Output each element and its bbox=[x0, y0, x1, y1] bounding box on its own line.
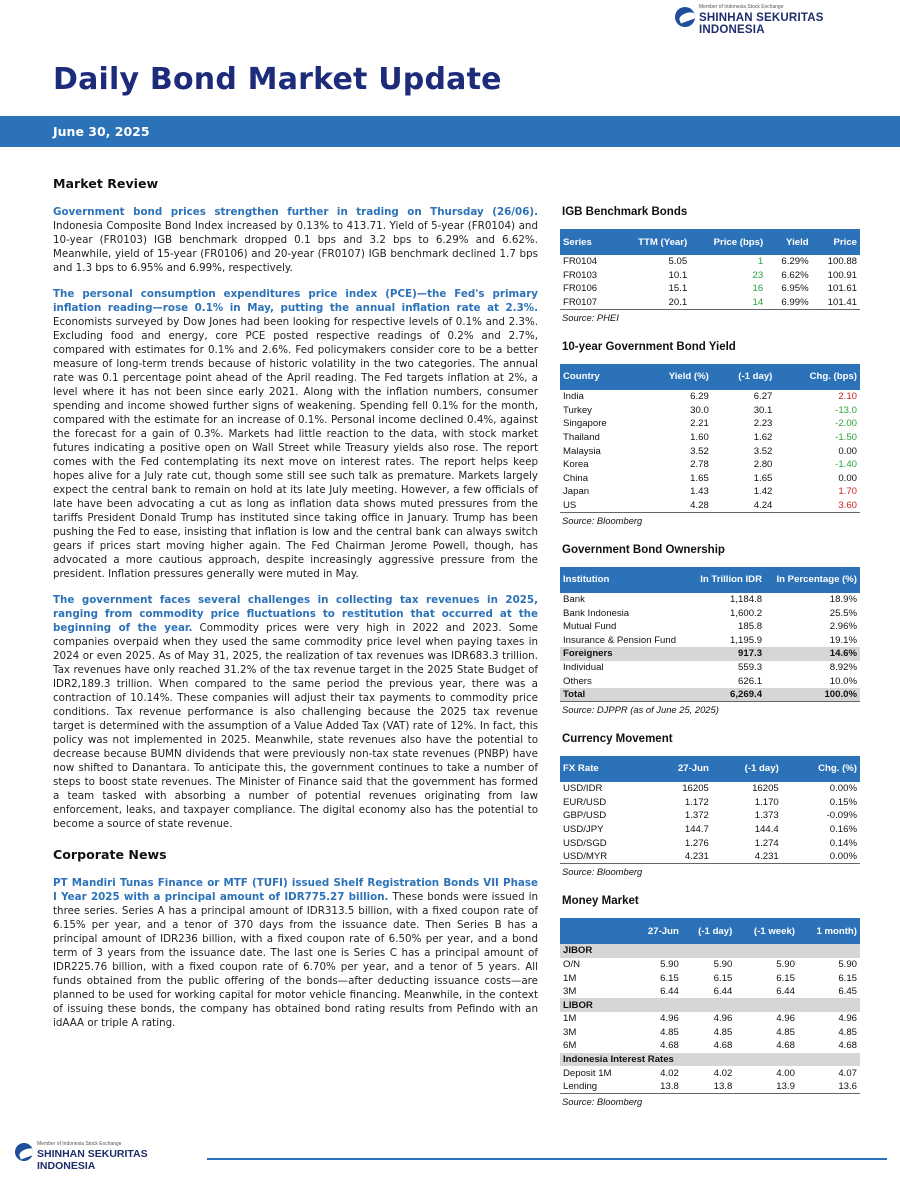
market-review-text: Indonesia Composite Bond Index increased by 0.13% to 413.71. Yield of 5-year (FR0104) and 10-year (FR0103) IGB benchmark dropped 0.1 bps and 3.2 bps to 6.29% and 6.62%. Meanwhile, yield of 15-year (FR0106) and 20-year (FR0107) IGB benchmark declined 1.7 bps and 1.3 bps to 6.95% and 6.99%, respectively. bbox=[53, 220, 538, 274]
money-market-cell: 6.44 bbox=[660, 986, 679, 998]
currency-row bbox=[560, 850, 860, 864]
right-column bbox=[560, 206, 860, 1125]
money-market-cell: 4.02 bbox=[713, 1067, 733, 1079]
corporate-news-body bbox=[53, 876, 538, 1030]
money-market-cell: Lending bbox=[560, 1080, 633, 1094]
igb-row bbox=[560, 269, 860, 283]
ownership-cell: Bank bbox=[563, 594, 585, 606]
money-market-cell: 5.90 bbox=[776, 958, 795, 970]
money-market-group-row bbox=[560, 1053, 860, 1067]
govt-yield-cell: 30.0 bbox=[690, 404, 709, 416]
govt-yield-cell: 4.24 bbox=[712, 499, 776, 513]
money-market-header: 1 month) bbox=[816, 925, 857, 937]
money-market-cell: 4.96 bbox=[776, 1013, 795, 1025]
currency-row bbox=[560, 782, 860, 796]
currency-cell: 1.172 bbox=[684, 796, 709, 808]
currency-header: Chg. (%) bbox=[818, 763, 857, 775]
ownership-cell: 19.1% bbox=[829, 634, 857, 646]
ownership-cell: 10.0% bbox=[829, 675, 857, 687]
brand-tagline-footer: Member of Indonesia Stock Exchange bbox=[37, 1141, 122, 1147]
ownership-cell: 559.3 bbox=[738, 661, 763, 673]
money-market-cell: 4.68 bbox=[713, 1040, 733, 1052]
ownership-table bbox=[560, 567, 860, 702]
ownership-cell: 100.0% bbox=[765, 688, 860, 702]
currency-cell: 0.00% bbox=[782, 850, 860, 864]
govt-yield-cell: 1.42 bbox=[753, 486, 773, 498]
ownership-title: Government Bond Ownership bbox=[562, 543, 725, 556]
govt-yield-cell: China bbox=[563, 472, 589, 484]
igb-cell: 101.41 bbox=[812, 296, 860, 310]
money-market-group-label: Indonesia Interest Rates bbox=[560, 1053, 860, 1067]
govt-yield-header: Country bbox=[563, 371, 600, 383]
govt-yield-cell: Thailand bbox=[563, 431, 600, 443]
money-market-cell: 4.85 bbox=[713, 1026, 733, 1038]
currency-cell: 16205 bbox=[682, 783, 709, 795]
ownership-cell: 1,195.9 bbox=[730, 634, 763, 646]
govt-yield-cell: -2.00 bbox=[835, 418, 857, 430]
money-market-cell: 13.6 bbox=[798, 1080, 860, 1094]
currency-cell: 0.16% bbox=[829, 824, 857, 836]
currency-cell: 16205 bbox=[752, 783, 779, 795]
igb-header: Series bbox=[563, 236, 592, 248]
govt-yield-row bbox=[560, 431, 860, 445]
govt-yield-cell: -1.50 bbox=[835, 431, 857, 443]
govt-yield-cell: 2.80 bbox=[753, 459, 773, 471]
ownership-row bbox=[560, 620, 860, 634]
ownership-row bbox=[560, 593, 860, 607]
govt-yield-title: 10-year Government Bond Yield bbox=[562, 340, 736, 353]
govt-yield-cell: US bbox=[560, 499, 639, 513]
money-market-cell: 4.85 bbox=[838, 1026, 857, 1038]
money-market-cell: 1M bbox=[563, 1013, 577, 1025]
govt-yield-row bbox=[560, 458, 860, 472]
brand-logo-top bbox=[675, 4, 890, 36]
corporate-news-paragraph bbox=[53, 876, 538, 1030]
shinhan-logo-icon bbox=[675, 7, 695, 27]
money-market-table bbox=[560, 918, 860, 1094]
igb-cell: 10.1 bbox=[668, 269, 688, 281]
money-market-cell: 6.15 bbox=[660, 972, 679, 984]
currency-block bbox=[560, 733, 860, 877]
brand-tagline: Member of Indonesia Stock Exchange bbox=[699, 4, 784, 10]
money-market-row bbox=[560, 971, 860, 985]
market-review-title: Market Review bbox=[53, 176, 159, 191]
brand-name: SHINHAN SEKURITAS INDONESIA bbox=[699, 12, 824, 36]
govt-yield-cell: -1.40 bbox=[835, 459, 857, 471]
market-review-lead: The government faces several challenges in collecting tax revenues in 2025, ranging from commodity price fluctuations to restitution that occurred at the beginning of the year. bbox=[53, 594, 538, 634]
currency-header: 27-Jun bbox=[677, 763, 709, 775]
money-market-row bbox=[560, 1080, 860, 1094]
ownership-header: Institution bbox=[563, 574, 610, 586]
igb-cell: 100.91 bbox=[827, 269, 857, 281]
ownership-row bbox=[560, 688, 860, 702]
currency-cell: USD/MYR bbox=[560, 850, 648, 864]
govt-yield-cell: 1.70 bbox=[838, 486, 857, 498]
money-market-cell: 13.9 bbox=[735, 1080, 798, 1094]
currency-row bbox=[560, 809, 860, 823]
ownership-row bbox=[560, 674, 860, 688]
igb-row bbox=[560, 296, 860, 310]
ownership-cell: 18.9% bbox=[829, 594, 857, 606]
shinhan-logo-icon bbox=[15, 1143, 33, 1161]
igb-cell: 6.62% bbox=[781, 269, 809, 281]
corporate-news-lead: PT Mandiri Tunas Finance or MTF (TUFI) issued Shelf Registration Bonds VII Phase I Year 2025 with a principal amount of IDR775.27 billion. bbox=[53, 877, 538, 903]
money-market-cell: 13.8 bbox=[633, 1080, 682, 1094]
money-market-row bbox=[560, 985, 860, 999]
govt-yield-cell: 1.62 bbox=[753, 431, 773, 443]
igb-cell: 20.1 bbox=[615, 296, 690, 310]
market-review-lead: Government bond prices strengthen further in trading on Thursday (26/06). bbox=[53, 206, 538, 218]
currency-cell: 1.274 bbox=[754, 837, 779, 849]
corporate-news-title: Corporate News bbox=[53, 847, 167, 862]
currency-cell: 0.14% bbox=[829, 837, 857, 849]
govt-yield-cell: 1.60 bbox=[690, 431, 709, 443]
govt-yield-cell: 3.52 bbox=[753, 445, 773, 457]
igb-cell: 1 bbox=[757, 256, 764, 268]
igb-source: Source: PHEI bbox=[562, 311, 619, 323]
money-market-header bbox=[560, 918, 633, 944]
money-market-group-row bbox=[560, 944, 860, 958]
govt-yield-cell: 1.43 bbox=[690, 486, 709, 498]
govt-yield-cell: 1.65 bbox=[690, 472, 709, 484]
currency-title: Currency Movement bbox=[562, 732, 673, 745]
govt-yield-cell: 2.21 bbox=[690, 418, 709, 430]
money-market-source: Source: Bloomberg bbox=[562, 1096, 643, 1108]
money-market-cell: 4.07 bbox=[838, 1067, 857, 1079]
govt-yield-cell: 3.60 bbox=[775, 499, 860, 513]
igb-row bbox=[560, 255, 860, 269]
ownership-cell: 6,269.4 bbox=[691, 688, 765, 702]
govt-yield-cell: 4.28 bbox=[639, 499, 712, 513]
ownership-cell: Foreigners bbox=[560, 647, 691, 661]
money-market-block bbox=[560, 895, 860, 1107]
currency-cell: 1.276 bbox=[684, 837, 709, 849]
currency-table bbox=[560, 756, 860, 864]
igb-cell: FR0106 bbox=[563, 283, 598, 295]
govt-yield-source: Source: Bloomberg bbox=[562, 514, 643, 526]
igb-cell: 100.88 bbox=[827, 256, 857, 268]
igb-benchmark-title: IGB Benchmark Bonds bbox=[562, 206, 688, 218]
ownership-row bbox=[560, 606, 860, 620]
currency-cell: 0.00% bbox=[829, 783, 857, 795]
money-market-cell: 4.85 bbox=[660, 1026, 679, 1038]
igb-row bbox=[560, 282, 860, 296]
currency-cell: GBP/USD bbox=[563, 810, 607, 822]
money-market-cell: 6.44 bbox=[776, 986, 795, 998]
ownership-source: Source: DJPPR (as of June 25, 2025) bbox=[562, 703, 719, 715]
money-market-cell: 6.15 bbox=[713, 972, 733, 984]
govt-yield-cell: 6.27 bbox=[753, 391, 773, 403]
money-market-cell: O/N bbox=[563, 958, 581, 970]
money-market-cell: 4.85 bbox=[776, 1026, 795, 1038]
money-market-cell: 4.96 bbox=[838, 1013, 857, 1025]
market-review-paragraph bbox=[53, 287, 538, 581]
currency-source: Source: Bloomberg bbox=[562, 866, 643, 878]
govt-yield-cell: -13.0 bbox=[835, 404, 857, 416]
market-review-text: Economists surveyed by Dow Jones had been looking for respective levels of 0.1% and 2.3%. Excluding food and energy, core PCE posted respective readings of 0.2% and 2.7%, compared with estimates for 0.1% and 2.6%. Fed policymakers consider core to be a better measure of long-term trends because of historic volatility in the two categories. The annual rate was 0.1 percentage point ahead of the April reading. The Fed targets inflation at 2%, a level where it has not been since early 2021. Along with the inflation numbers, consumer spending and income showed further signs of weakening. Spending fell 0.1% for the month, compared with the estimate for an increase of 0.1%. Personal income declined 0.4%, against the forecast for a gain of 0.3%. Markets had little reaction to the data, with stock market futures indicating a positive open on Wall Street while Treasury yields also rose. The report comes with the Fed contemplating its next move on interest rates. The report helps keep hopes alive for a July rate cut, though some still see such talk as premature. Markets largely expect the central bank to remain on hold at its late July meeting. However, a few officials of late have been advocating a cut as long as inflation data shows muted pressures from the tariffs President Donald Trump has instituted since taking office in January. Trump has been pushing the Fed to ease, insisting that inflation is low and the central bank can always switch gears if prices start moving higher again. The Fed Chairman Jerome Powell, though, has advocated a more cautious approach, despite increasingly aggressive pressure from the president. Inflation pressures generally were muted in May. bbox=[53, 316, 538, 580]
igb-benchmark-table bbox=[560, 229, 860, 310]
money-market-row bbox=[560, 1039, 860, 1053]
market-review-paragraph bbox=[53, 593, 538, 831]
market-review-body bbox=[53, 205, 538, 831]
govt-yield-row bbox=[560, 444, 860, 458]
govt-yield-row bbox=[560, 390, 860, 404]
currency-header: (-1 day) bbox=[744, 763, 779, 775]
igb-cell: FR0103 bbox=[563, 269, 598, 281]
money-market-cell: 6.15 bbox=[838, 972, 857, 984]
govt-yield-cell: 30.1 bbox=[753, 404, 773, 416]
govt-yield-cell: Malaysia bbox=[563, 445, 601, 457]
currency-cell: USD/JPY bbox=[563, 824, 604, 836]
igb-cell: FR0104 bbox=[563, 256, 598, 268]
ownership-cell: 1,184.8 bbox=[730, 594, 763, 606]
govt-yield-cell: Korea bbox=[563, 459, 589, 471]
igb-benchmark-block bbox=[560, 206, 860, 323]
igb-header: Price bbox=[833, 236, 857, 248]
money-market-cell: 4.96 bbox=[713, 1013, 733, 1025]
govt-yield-cell: 0.00 bbox=[838, 472, 857, 484]
money-market-cell: 6M bbox=[563, 1040, 577, 1052]
govt-yield-cell: Turkey bbox=[563, 404, 592, 416]
govt-yield-block bbox=[560, 341, 860, 526]
money-market-cell: 4.68 bbox=[660, 1040, 679, 1052]
money-market-cell: 1M bbox=[563, 972, 577, 984]
brand-name-footer: SHINHAN SEKURITAS INDONESIA bbox=[37, 1148, 148, 1172]
ownership-cell: 917.3 bbox=[691, 647, 765, 661]
currency-cell: USD/IDR bbox=[563, 783, 603, 795]
govt-yield-cell: 2.10 bbox=[838, 391, 857, 403]
money-market-header: (-1 week) bbox=[753, 925, 795, 937]
money-market-cell: 3M bbox=[563, 986, 577, 998]
igb-cell: FR0107 bbox=[560, 296, 615, 310]
ownership-cell: 8.92% bbox=[829, 661, 857, 673]
money-market-title: Money Market bbox=[562, 895, 639, 908]
money-market-cell: 4.68 bbox=[838, 1040, 857, 1052]
currency-cell: 1.373 bbox=[754, 810, 779, 822]
ownership-cell: Individual bbox=[563, 661, 604, 673]
brand-logo-bottom bbox=[15, 1141, 205, 1172]
currency-cell: 1.372 bbox=[684, 810, 709, 822]
money-market-row bbox=[560, 958, 860, 972]
money-market-row bbox=[560, 1066, 860, 1080]
currency-cell: -0.09% bbox=[826, 810, 857, 822]
money-market-row bbox=[560, 1026, 860, 1040]
govt-yield-cell: Japan bbox=[563, 486, 590, 498]
currency-row bbox=[560, 836, 860, 850]
igb-cell: 6.95% bbox=[781, 283, 809, 295]
igb-header: Yield bbox=[786, 236, 809, 248]
ownership-cell: Others bbox=[563, 675, 592, 687]
govt-yield-row bbox=[560, 499, 860, 513]
govt-yield-cell: 0.00 bbox=[838, 445, 857, 457]
money-market-cell: Deposit 1M bbox=[563, 1067, 612, 1079]
money-market-group-label: JIBOR bbox=[560, 944, 860, 958]
currency-cell: USD/SGD bbox=[563, 837, 607, 849]
currency-row bbox=[560, 823, 860, 837]
ownership-cell: 185.8 bbox=[738, 621, 763, 633]
govt-yield-cell: 3.52 bbox=[690, 445, 709, 457]
market-review-lead: The personal consumption expenditures price index (PCE)—the Fed's primary inflation reading—rose 0.1% in May, putting the annual inflation rate at 2.3%. bbox=[53, 288, 538, 314]
currency-cell: EUR/USD bbox=[563, 796, 607, 808]
currency-cell: 144.7 bbox=[684, 824, 709, 836]
ownership-row bbox=[560, 647, 860, 661]
money-market-row bbox=[560, 1012, 860, 1026]
ownership-cell: 25.5% bbox=[829, 607, 857, 619]
ownership-cell: Insurance & Pension Fund bbox=[563, 634, 677, 646]
money-market-group-label: LIBOR bbox=[560, 998, 860, 1012]
money-market-cell: 4.68 bbox=[776, 1040, 795, 1052]
report-date: June 30, 2025 bbox=[53, 124, 150, 139]
market-review-text: Commodity prices were very high in 2022 and 2023. Some companies overpaid when they used the same commodity price level when paying taxes in 2024 or even 2025. As of May 31, 2025, the realization of tax revenues was IDR683.3 trillion. Tax revenues have only reached 31.2% of the tax revenue target in the 2025 State Budget of IDR2,189.3 trillion. When compared to the same period the previous year, there was a contraction of 10.14%. These companies will adjust their tax payments to commodity price conditions. Tax revenue performance is also challenging because the 2025 tax revenue target is determined with the assumption of a Value Added Tax (VAT) rate of 12%. In fact, this policy was not implemented in 2025. Meanwhile, state revenues also have the potential to decrease because BUMN dividends that were previously non-tax state revenues (PNBP) have now shifted to Danantara. To anticipate this, the government continues to take a number of steps to boost state revenues. The Minister of Finance said that the government has formed a team tasked with absorbing a number of potential revenues originating from law enforcement, leaks, and taxpayer compliance. The digital economy also has the potential to become a source of state revenue. bbox=[53, 622, 539, 830]
money-market-cell: 5.90 bbox=[660, 958, 679, 970]
money-market-cell: 4.00 bbox=[776, 1067, 795, 1079]
igb-header: TTM (Year) bbox=[638, 236, 688, 248]
igb-cell: 14 bbox=[690, 296, 766, 310]
govt-yield-header: Chg. (bps) bbox=[809, 371, 857, 383]
ownership-cell: Total bbox=[560, 688, 691, 702]
govt-yield-header: (-1 day) bbox=[738, 371, 773, 383]
govt-yield-cell: 1.65 bbox=[753, 472, 773, 484]
currency-row bbox=[560, 796, 860, 810]
govt-yield-table bbox=[560, 364, 860, 513]
currency-cell: 144.4 bbox=[754, 824, 779, 836]
money-market-cell: 3M bbox=[563, 1026, 577, 1038]
igb-cell: 101.61 bbox=[827, 283, 857, 295]
money-market-cell: 6.45 bbox=[838, 986, 857, 998]
ownership-row bbox=[560, 634, 860, 648]
ownership-cell: Bank Indonesia bbox=[563, 607, 630, 619]
money-market-cell: 13.8 bbox=[682, 1080, 735, 1094]
money-market-group-row bbox=[560, 998, 860, 1012]
govt-yield-row bbox=[560, 403, 860, 417]
left-column bbox=[53, 176, 538, 1042]
money-market-cell: 4.02 bbox=[660, 1067, 679, 1079]
money-market-header: (-1 day) bbox=[698, 925, 733, 937]
igb-cell: 6.99% bbox=[766, 296, 811, 310]
ownership-cell: Mutual Fund bbox=[563, 621, 617, 633]
govt-yield-cell: 2.23 bbox=[753, 418, 773, 430]
govt-yield-header: Yield (%) bbox=[668, 371, 709, 383]
govt-yield-cell: Singapore bbox=[563, 418, 607, 430]
govt-yield-cell: 2.78 bbox=[690, 459, 709, 471]
currency-header: FX Rate bbox=[563, 763, 599, 775]
money-market-cell: 4.96 bbox=[660, 1013, 679, 1025]
govt-yield-row bbox=[560, 485, 860, 499]
govt-yield-row bbox=[560, 417, 860, 431]
money-market-cell: 6.15 bbox=[776, 972, 795, 984]
footer-divider bbox=[207, 1158, 887, 1160]
igb-header: Price (bps) bbox=[713, 236, 764, 248]
govt-yield-row bbox=[560, 471, 860, 485]
govt-yield-cell: India bbox=[563, 391, 584, 403]
ownership-cell: 1,600.2 bbox=[730, 607, 763, 619]
date-banner bbox=[0, 116, 900, 147]
money-market-cell: 6.44 bbox=[713, 986, 733, 998]
page-title: Daily Bond Market Update bbox=[53, 62, 502, 97]
ownership-block bbox=[560, 544, 860, 715]
currency-cell: 4.231 bbox=[648, 850, 712, 864]
currency-cell: 0.15% bbox=[829, 796, 857, 808]
ownership-row bbox=[560, 661, 860, 675]
money-market-cell: 5.90 bbox=[713, 958, 733, 970]
market-review-paragraph bbox=[53, 205, 538, 275]
igb-cell: 5.05 bbox=[668, 256, 688, 268]
igb-cell: 23 bbox=[752, 269, 764, 281]
ownership-header: In Percentage (%) bbox=[776, 574, 857, 586]
igb-cell: 16 bbox=[752, 283, 764, 295]
igb-cell: 15.1 bbox=[668, 283, 688, 295]
igb-cell: 6.29% bbox=[781, 256, 809, 268]
currency-cell: 4.231 bbox=[712, 850, 782, 864]
ownership-cell: 626.1 bbox=[738, 675, 763, 687]
ownership-header: In Trillion IDR bbox=[700, 574, 763, 586]
money-market-header: 27-Jun bbox=[647, 925, 679, 937]
corporate-news-text: These bonds were issued in three series. Series A has a principal amount of IDR313.5 billion, with a fixed coupon rate of 6.15% per year, and a tenor of 370 days from the issuance date. Then Series B has a principal amount of IDR236 billion, with a fixed coupon rate of 6.50% per year, and a bond term of 3 years from the issuance date. The last one is Series C has a principal amount of IDR225.76 billion, with a fixed coupon rate of 6.70% per year, and a tenor of 5 years. All funds obtained from the public offering of the bonds—after deducting issuance costs—are planned to be used for working capital for motor vehicle financing. Meanwhile, in the context of issuing these bonds, the company has obtained bond rating results from Pefindo with an idAAA or triple A rating. bbox=[53, 891, 539, 1029]
ownership-cell: 2.96% bbox=[829, 621, 857, 633]
ownership-cell: 14.6% bbox=[765, 647, 860, 661]
money-market-cell: 5.90 bbox=[838, 958, 857, 970]
currency-cell: 1.170 bbox=[754, 796, 779, 808]
govt-yield-cell: 6.29 bbox=[690, 391, 709, 403]
